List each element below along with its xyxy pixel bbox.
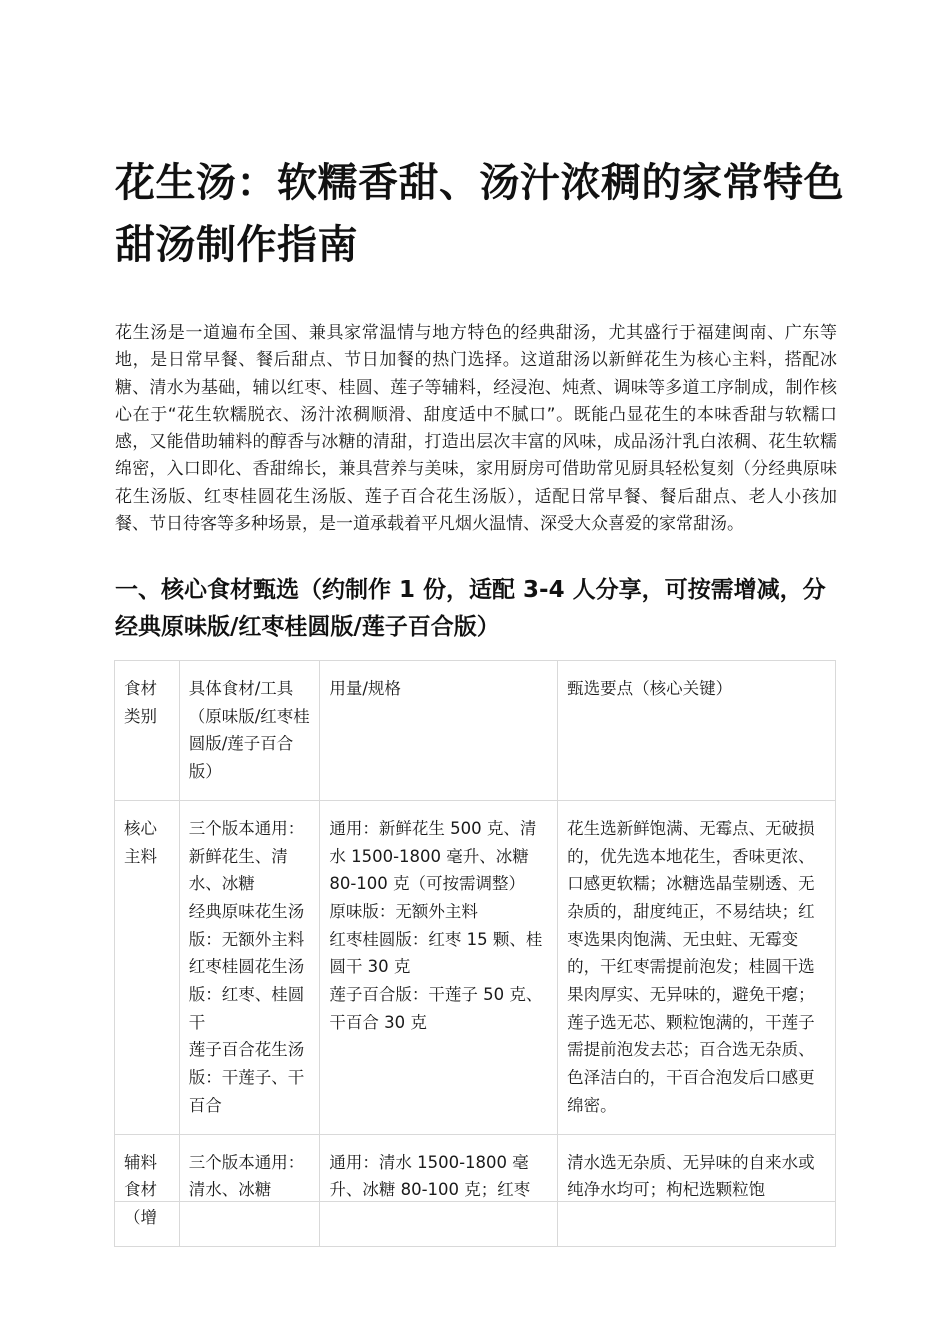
item-line: 红枣桂圆花生汤版：红枣、桂圆干: [188, 957, 305, 1032]
item-line: 莲子百合花生汤版：干莲子、干百合: [188, 1040, 305, 1115]
header-cell-amounts: 用量/规格: [320, 661, 558, 801]
ingredients-table-container: [114, 660, 836, 1227]
page-title: 花生汤：软糯香甜、汤汁浓稠的家常特色甜汤制作指南: [115, 160, 844, 268]
row-tips-cell: 清水选无杂质、无异味的自来水或纯净水均可；枸杞选颗粒饱: [558, 1134, 836, 1246]
table-row: [115, 1134, 836, 1246]
table-row: [115, 800, 836, 1134]
row-category-cell: 核心主料: [115, 800, 180, 1134]
row-amounts-cell: [320, 1134, 558, 1246]
item-line: 三个版本通用：清水、冰糖: [188, 1152, 305, 1200]
table-header-row: [115, 661, 836, 801]
item-line: 经典原味花生汤版：无额外主料: [188, 901, 305, 949]
amount-line: 原味版：无额外主料: [329, 901, 478, 921]
row-items-cell: [179, 1134, 320, 1246]
amount-line: 通用：新鲜花生 500 克、清水 1500-1800 毫升、冰糖 80-100 克（可按需调整）: [329, 818, 537, 894]
section-heading: 一、核心食材甄选（约制作 1 份，适配 3-4 人分享，可按需增减，分经典原味版/红枣桂圆版/莲子百合版）: [115, 577, 826, 640]
header-cell-tips: 甄选要点（核心关键）: [558, 661, 836, 801]
amount-line: 通用：清水 1500-1800 毫升、冰糖 80-100 克；红枣: [329, 1152, 531, 1200]
header-cell-items: 具体食材/工具（原味版/红枣桂圆版/莲子百合版）: [179, 661, 320, 801]
amount-line: 红枣桂圆版：红枣 15 颗、桂圆干 30 克: [329, 929, 543, 977]
row-items-cell: [179, 800, 320, 1134]
row-amounts-cell: [320, 800, 558, 1134]
amount-line: 莲子百合版：干莲子 50 克、干百合 30 克: [329, 985, 543, 1032]
row-tips-cell: 花生选新鲜饱满、无霉点、无破损的，优先选本地花生，香味更浓、口感更软糯；冰糖选晶莹剔透、无杂质的，甜度纯正，不易结块；红枣选果肉饱满、无虫蛀、无霉变的，干红枣需提前泡发；桂圆干选果肉厚实、无异味的，避免干瘪；莲子选无芯、颗粒饱满的，干莲子需提前泡发去芯；百合选无杂质、色泽洁白的，干百合泡发后口感更绵密。: [558, 800, 836, 1134]
intro-paragraph: 花生汤是一道遍布全国、兼具家常温情与地方特色的经典甜汤，尤其盛行于福建闽南、广东等地，是日常早餐、餐后甜点、节日加餐的热门选择。这道甜汤以新鲜花生为核心主料，搭配冰糖、清水为基础，辅以红枣、桂圆、莲子等辅料，经浸泡、炖煮、调味等多道工序制成，制作核心在于“花生软糯脱衣、汤汁浓稠顺滑、甜度适中不腻口”。既能凸显花生的本味香甜与软糯口感，又能借助辅料的醇香与冰糖的清甜，打造出层次丰富的风味，成品汤汁乳白浓稠、花生软糯绵密，入口即化、香甜绵长，兼具营养与美味，家用厨房可借助常见厨具轻松复刻（分经典原味花生汤版、红枣桂圆花生汤版、莲子百合花生汤版），适配日常早餐、餐后甜点、老人小孩加餐、节日待客等多种场景，是一道承载着平凡烟火温情、深受大众喜爱的家常甜汤。: [115, 323, 837, 535]
ingredients-table: [114, 660, 836, 1247]
row-category-cell: 辅料食材（增: [115, 1134, 180, 1246]
item-line: 三个版本通用：新鲜花生、清水、冰糖: [188, 818, 305, 894]
header-cell-category: 食材类别: [115, 661, 180, 801]
